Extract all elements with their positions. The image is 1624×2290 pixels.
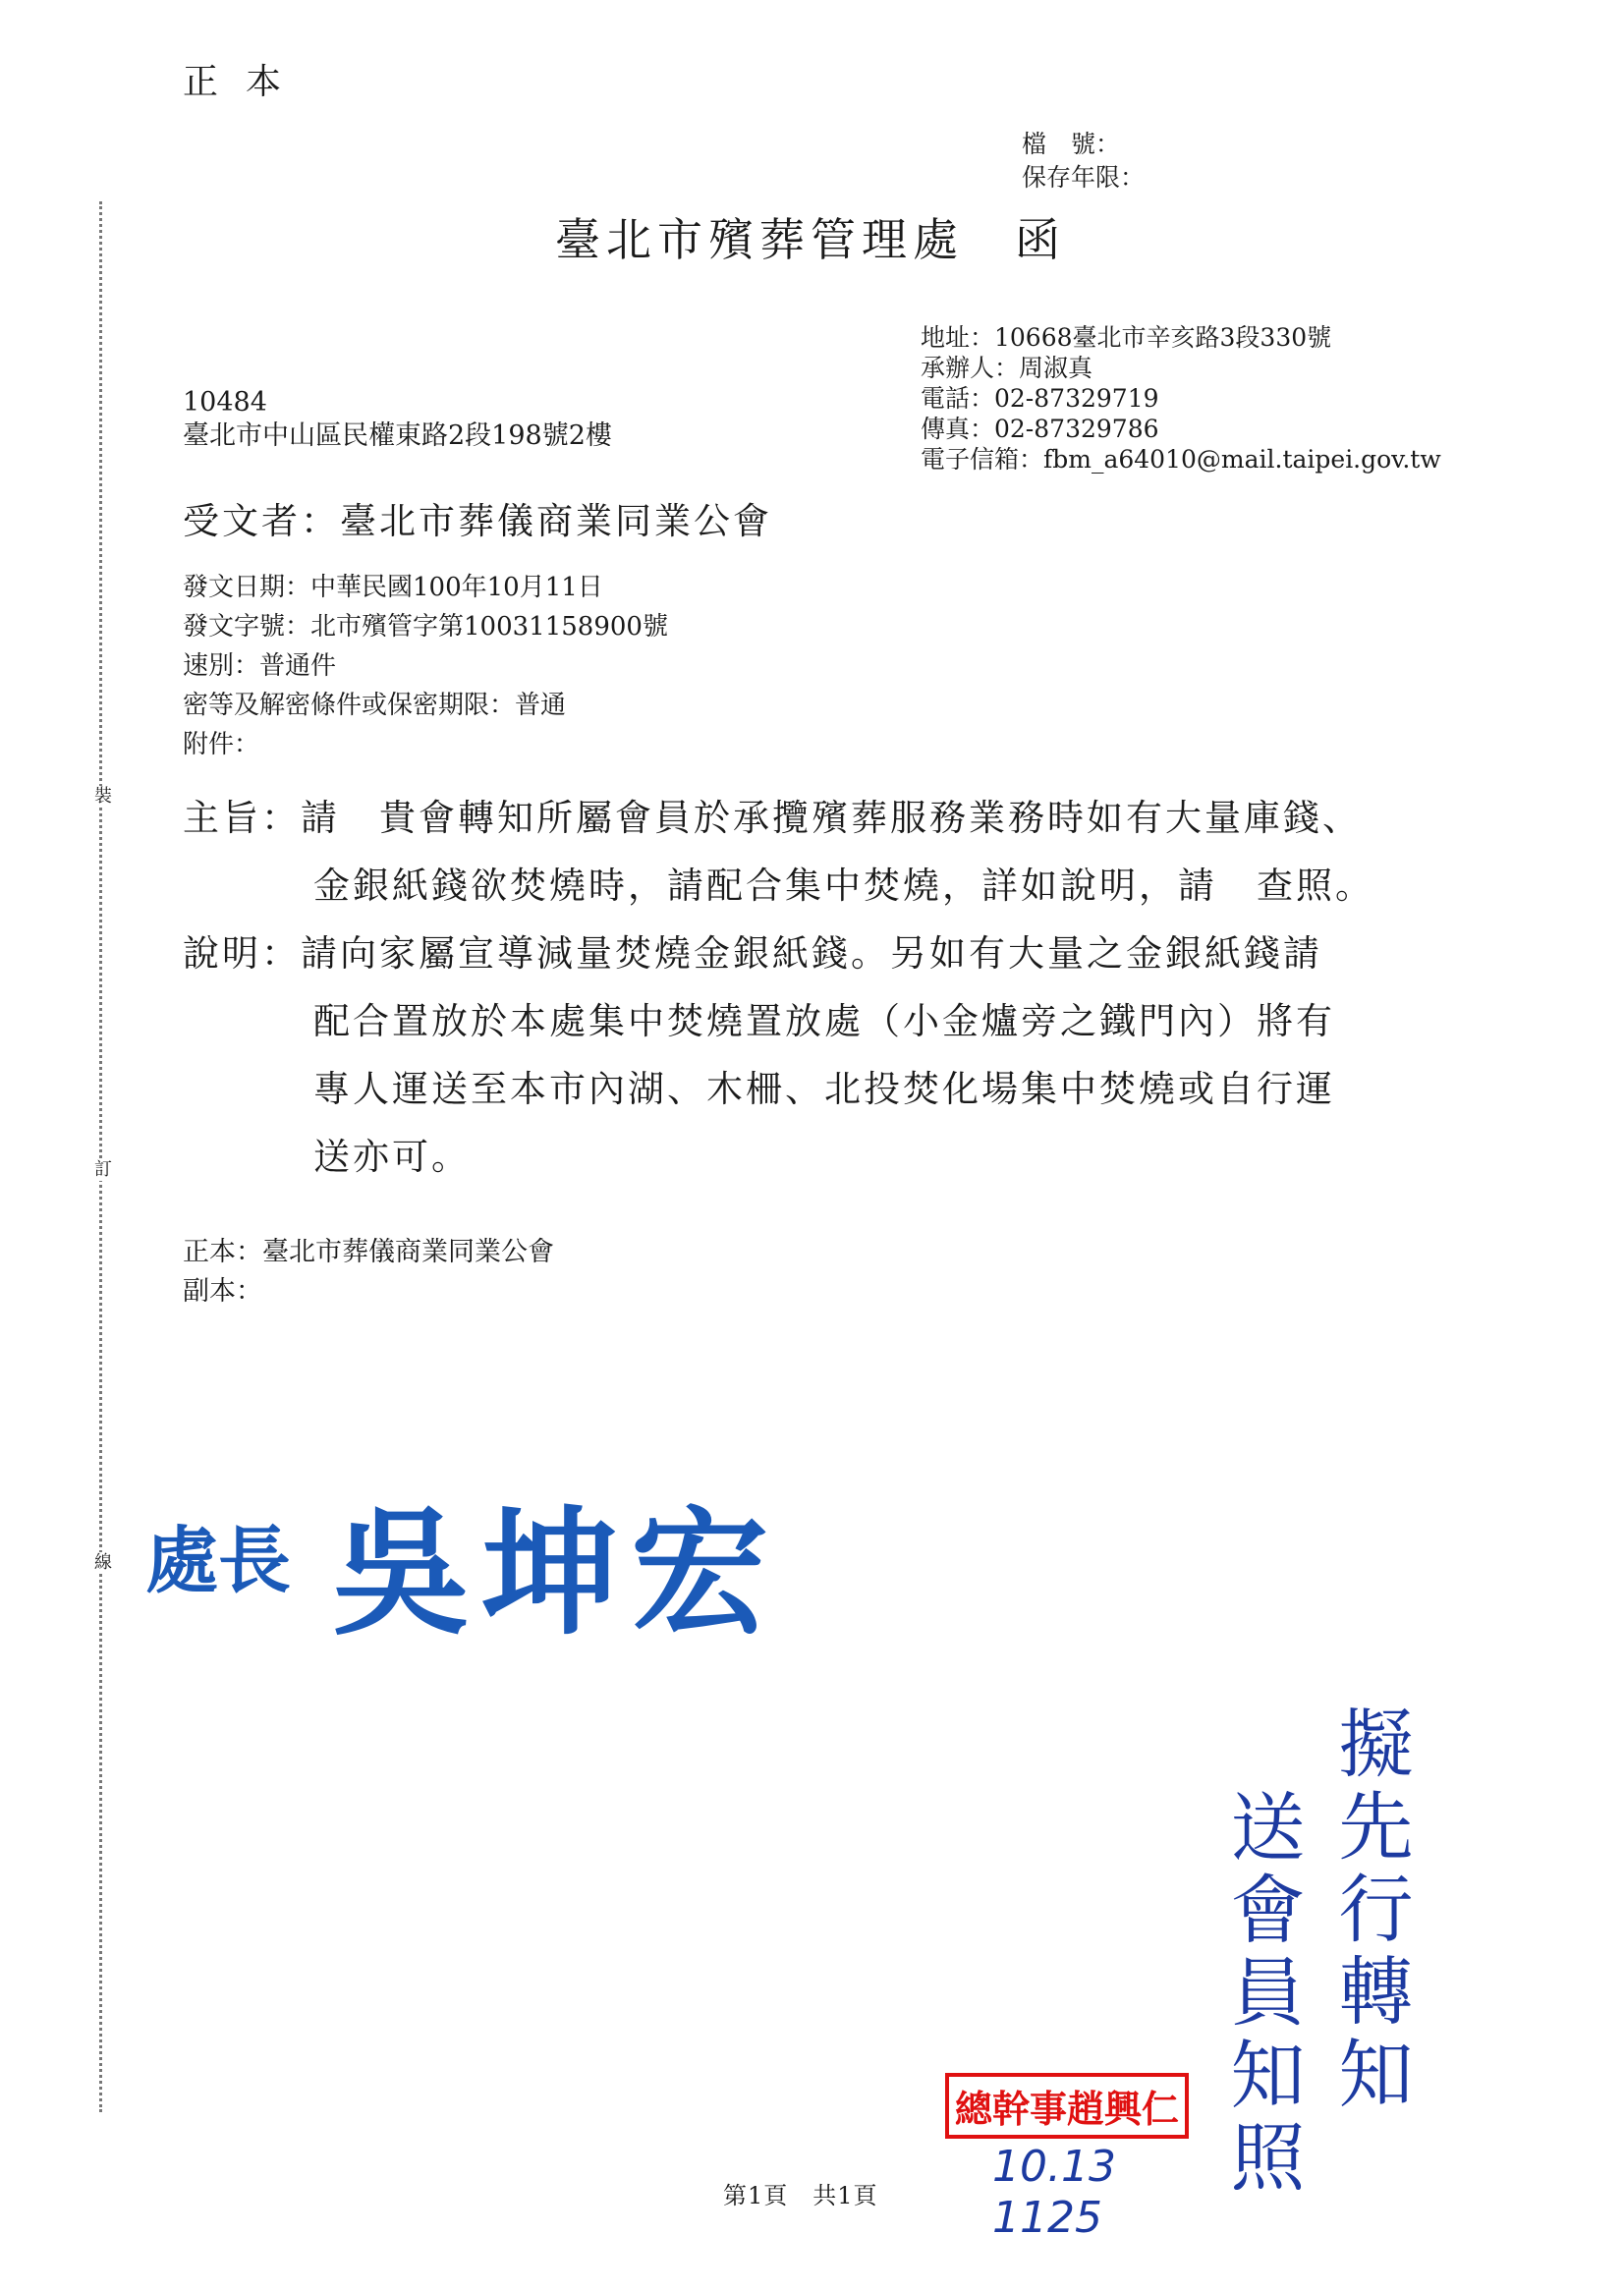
recipient-address [183,386,612,453]
explanation-line: 專人運送至本市內湖、木柵、北投焚化場集中焚燒或自行運 [313,1068,1335,1110]
subject-line: 主旨：請 貴會轉知所屬會員於承攬殯葬服務業務時如有大量庫錢、 [183,797,1362,839]
archive-info [1022,128,1145,195]
phone-number: 電話：02-87329719 [921,384,1159,413]
explanation-line: 配合置放於本處集中焚燒置放處（小金爐旁之鐵門內）將有 [313,1000,1335,1042]
attachments: 附件： [183,730,260,759]
street-address: 臺北市中山區民權東路2段198號2樓 [183,420,612,451]
retention-period-label: 保存年限： [1022,163,1146,192]
sender-address: 地址：10668臺北市辛亥路3段330號 [921,323,1332,352]
explanation-line: 說明：請向家屬宣導減量焚燒金銀紙錢。另如有大量之金銀紙錢請 [183,932,1322,975]
issue-date: 發文日期：中華民國100年10月11日 [183,573,603,602]
copy-type-label: 正本 [183,62,309,102]
file-number-label: 檔 號： [1022,130,1121,158]
copy-recipient: 副本： [183,1276,262,1307]
handwritten-note: 送會員知照 [1218,1788,1306,2201]
binding-mark: 裝 [94,786,112,807]
handwritten-note: 擬先行轉知 [1326,1704,1414,2117]
director-title-stamp: 處長 [145,1519,291,1603]
subject-section [183,784,1374,920]
fax-number: 傳真：02-87329786 [921,415,1159,443]
handwritten-date [992,2142,1116,2244]
contact-person: 承辦人：周淑真 [921,354,1093,382]
postal-code: 10484 [183,387,267,418]
document-title: 臺北市殯葬管理處 函 [555,213,1066,266]
explanation-section [183,920,1335,1191]
original-recipient: 正本：臺北市葬儀商業同業公會 [183,1237,554,1267]
sender-info [921,322,1441,475]
handwritten-date-bottom: 1125 [992,2193,1102,2243]
delivery-speed: 速別：普通件 [183,651,337,681]
document-meta [183,568,668,764]
binding-dotted-line [99,201,102,2112]
security-level: 密等及解密條件或保密期限：普通 [183,691,567,720]
binding-mark: 線 [94,1552,112,1573]
email-address: 電子信箱：fbm_a64010@mail.taipei.gov.tw [921,445,1441,474]
receiver-line: 受文者：臺北市葬儀商業同業公會 [183,500,772,542]
explanation-line: 送亦可。 [313,1136,471,1178]
document-number: 發文字號：北市殯管字第10031158900號 [183,612,668,642]
handwritten-date-top: 10.13 [992,2142,1116,2192]
distribution-list [183,1233,554,1312]
director-name-stamp: 吳坤宏 [332,1493,781,1654]
secretary-general-stamp: 總幹事趙興仁 [945,2073,1189,2139]
page-footer: 第1頁 共1頁 [723,2182,878,2209]
binding-mark: 訂 [94,1159,112,1180]
subject-line: 金銀紙錢欲焚燒時，請配合集中焚燒，詳如說明，請 查照。 [313,865,1374,907]
